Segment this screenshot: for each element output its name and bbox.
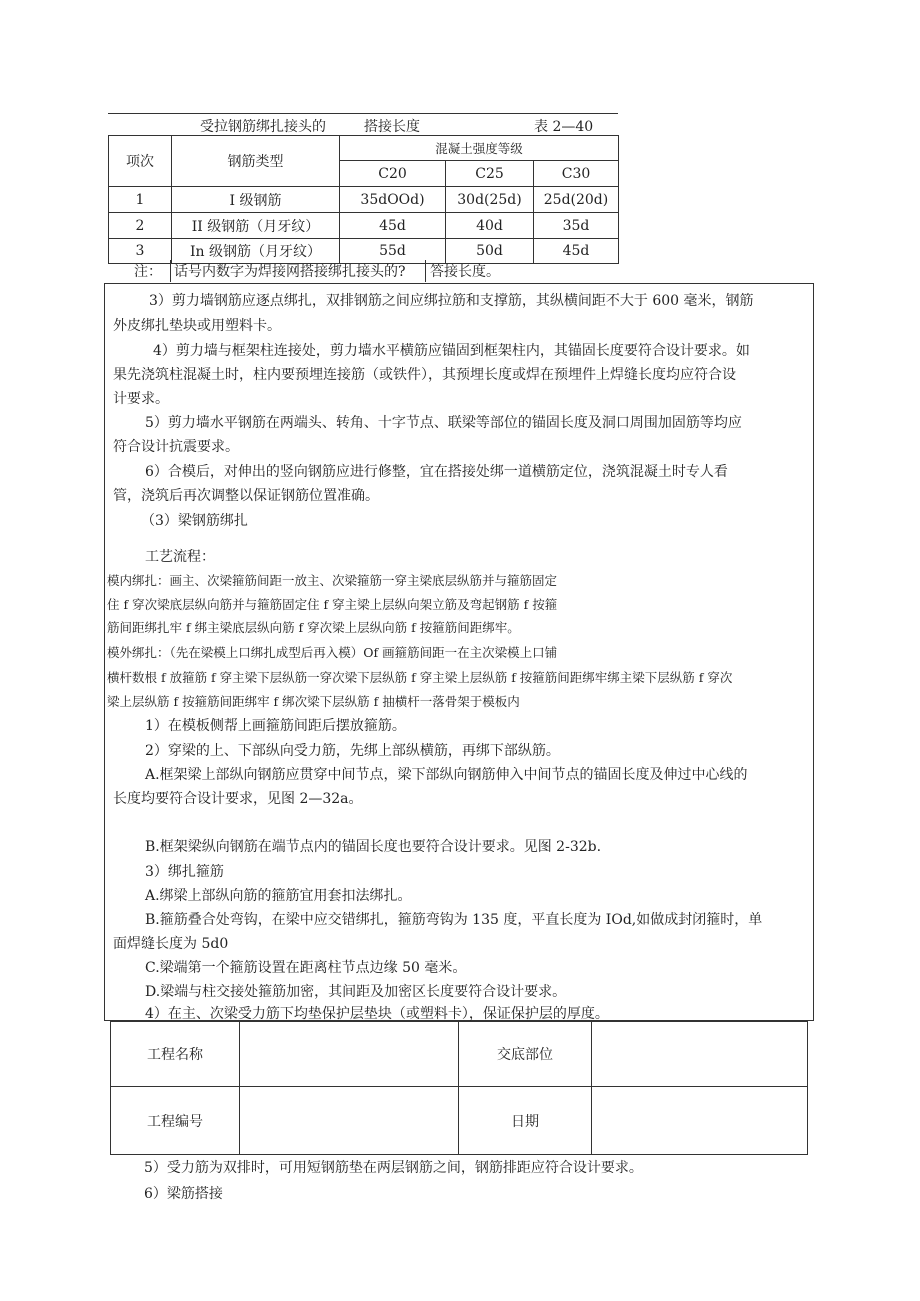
row-no: 1	[109, 187, 172, 213]
table-title-part1: 受拉钢筋绑扎接头的	[200, 119, 326, 135]
project-info-table	[110, 1021, 808, 1155]
header-c25: C25	[446, 161, 534, 187]
paragraph-line: 外皮绑扎垫块或用塑料卡。	[113, 318, 281, 334]
table-title-part2: 搭接长度	[364, 119, 420, 135]
paragraph-line: 3）剪力墙钢筋应逐点绑扎，双排钢筋之间应绑拉筋和支撑筋，其纵横间距不大于 600 毫米，钢筋	[149, 293, 754, 309]
date-value	[592, 1087, 808, 1155]
table-note-text: 话号内数字为焊接网搭接绑扎接头的?	[174, 264, 406, 280]
flow-line: 筋间距绑扎牢 f 绑主梁底层纵向筋 f 穿次梁上层纵向筋 f 按箍筋间距绑牢。	[107, 620, 520, 635]
paragraph-line: 5）剪力墙水平钢筋在两端头、转角、十字节点、联梁等部位的锚固长度及洞口周围加固筋等均应	[145, 415, 742, 431]
handover-part-label: 交底部位	[459, 1022, 592, 1087]
row-c25: 40d	[446, 213, 534, 239]
table-note-label: 注：	[134, 264, 162, 280]
flow-line: 住 f 穿次梁底层纵向筋并与箍筋固定住 f 穿主梁上层纵向架立筋及弯起钢筋 f 按箍	[107, 597, 558, 612]
date-label: 日期	[459, 1087, 592, 1155]
row-type: In 级钢筋（月牙纹）	[172, 239, 340, 264]
table-note-text-2: 答接长度。	[430, 264, 500, 280]
flow-label: 工艺流程：	[145, 549, 215, 565]
row-c30: 45d	[534, 239, 619, 264]
paragraph-line: 面焊缝长度为 5d0	[113, 936, 229, 952]
row-c20: 55d	[340, 239, 446, 264]
header-c20: C20	[340, 161, 446, 187]
flow-line: 梁上层纵筋 f 按箍筋间距绑牢 f 绑次梁下层纵筋 f 抽横杆一落骨架于模板内	[107, 694, 520, 709]
paragraph-line: 2）穿梁的上、下部纵向受力筋，先绑上部纵横筋，再绑下部纵筋。	[145, 743, 560, 759]
paragraph-line: A.框架梁上部纵向钢筋应贯穿中间节点，梁下部纵向钢筋伸入中间节点的锚固长度及伸过中心线的	[145, 767, 748, 783]
row-c25: 50d	[446, 239, 534, 264]
row-c20: 35dOOd)	[340, 187, 446, 213]
project-no-value	[240, 1087, 459, 1155]
section-heading: （3）梁钢筋绑扎	[141, 513, 248, 529]
flow-line: 横杆数根 f 放箍筋 f 穿主梁下层纵筋一穿次梁下层纵筋 f 穿主梁上层纵筋 f 按箍筋间距绑牢绑主梁下层纵筋 f 穿次	[107, 670, 733, 685]
paragraph-line: 管，浇筑后再次调整以保证钢筋位置准确。	[113, 488, 379, 504]
paragraph-line: 4）剪力墙与框架柱连接处，剪力墙水平横筋应锚固到框架柱内，其锚固长度要符合设计要求。如	[153, 343, 750, 359]
paragraph-line: 6）梁筋搭接	[144, 1186, 223, 1202]
header-type: 钢筋类型	[172, 136, 340, 187]
paragraph-line: 果先浇筑柱混凝土时，柱内要预埋连接筋（或铁件），其预埋长度或焊在预埋件上焊缝长度均应符合设	[113, 367, 736, 383]
table-number: 表 2—40	[534, 119, 594, 135]
row-type: I 级钢筋	[172, 187, 340, 213]
table-row	[109, 213, 619, 239]
flow-line: 模内绑扎：画主、次梁箍筋间距一放主、次梁箍筋一穿主梁底层纵筋并与箍筋固定	[107, 573, 558, 588]
paragraph-line: A.绑梁上部纵向筋的箍筋宜用套扣法绑扎。	[145, 888, 412, 904]
paragraph-line: B.框架梁纵向钢筋在端节点内的锚固长度也要符合设计要求。见图 2-32b.	[145, 839, 602, 855]
note-divider	[170, 260, 171, 282]
row-no: 2	[109, 213, 172, 239]
project-no-label: 工程编号	[111, 1087, 240, 1155]
paragraph-line: C.梁端第一个箍筋设置在距离柱节点边缘 50 毫米。	[145, 960, 467, 976]
paragraph-line: D.梁端与柱交接处箍筋加密，其间距及加密区长度要符合设计要求。	[145, 984, 567, 1000]
row-c30: 25d(20d)	[534, 187, 619, 213]
paragraph-line: 6）合模后，对伸出的竖向钢筋应进行修整，宜在搭接处绑一道横筋定位，浇筑混凝土时专人看	[145, 464, 728, 480]
header-grade-group: 混凝土强度等级	[340, 136, 619, 161]
paragraph-line: 符合设计抗震要求。	[113, 439, 239, 455]
row-c30: 35d	[534, 213, 619, 239]
handover-part-value	[592, 1022, 808, 1087]
flow-line: 模外绑扎：（先在梁模上口绑扎成型后再入模）Of 画箍筋间距一在主次梁模上口铺	[107, 645, 558, 660]
paragraph-line: 3）绑扎箍筋	[145, 864, 224, 880]
table-row	[109, 187, 619, 213]
row-no: 3	[109, 239, 172, 264]
project-name-label: 工程名称	[111, 1022, 240, 1087]
note-divider-2	[425, 260, 426, 282]
paragraph-line: 4）在主、次梁受力筋下均垫保护层垫块（或塑料卡），保证保护层的厚度。	[145, 1006, 609, 1022]
row-c20: 45d	[340, 213, 446, 239]
table-row	[109, 239, 619, 264]
paragraph-line: 1）在模板侧帮上画箍筋间距后摆放箍筋。	[145, 718, 406, 734]
paragraph-line: 长度均要符合设计要求，见图 2—32a。	[113, 791, 363, 807]
lap-length-table	[108, 135, 619, 264]
project-name-value	[240, 1022, 459, 1087]
content-box	[104, 283, 814, 1021]
paragraph-line: 计要求。	[113, 391, 169, 407]
table-top-rule	[108, 113, 618, 114]
paragraph-line: 5）受力筋为双排时，可用短钢筋垫在两层钢筋之间，钢筋排距应符合设计要求。	[144, 1160, 643, 1176]
row-c25: 30d(25d)	[446, 187, 534, 213]
paragraph-line: B.箍筋叠合处弯钩，在梁中应交错绑扎，箍筋弯钩为 135 度，平直长度为 IOd,如做成封闭箍时，单	[145, 912, 763, 928]
header-c30: C30	[534, 161, 619, 187]
row-type: II 级钢筋（月牙纹）	[172, 213, 340, 239]
header-item: 项次	[109, 136, 172, 187]
